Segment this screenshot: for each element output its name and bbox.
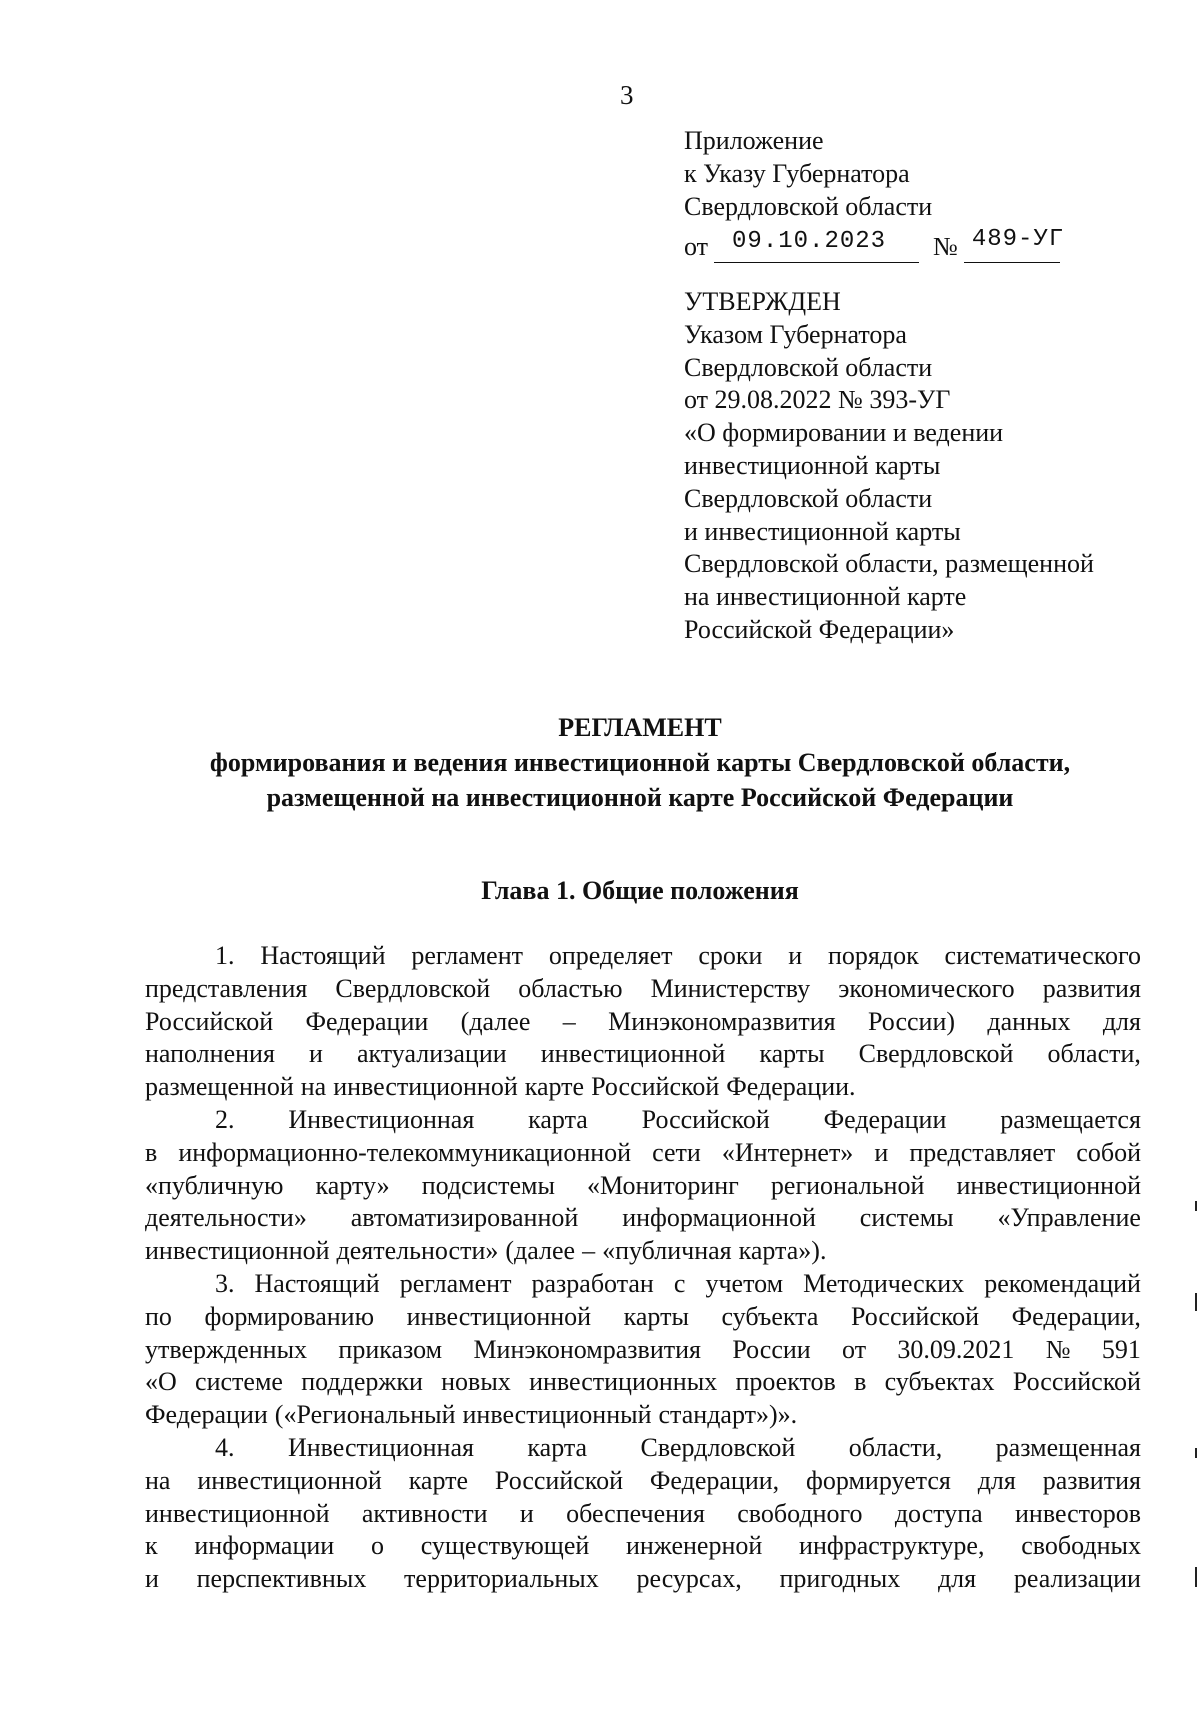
body-word: ресурсах,	[636, 1564, 742, 1594]
body-word: региональной	[770, 1170, 925, 1200]
body-word: Свердловской	[335, 973, 491, 1003]
body-word: Методических	[803, 1268, 965, 1298]
number-blank	[964, 226, 1065, 263]
body-word: размещенной	[145, 1072, 294, 1102]
body-word: перспективных	[196, 1564, 367, 1594]
body-word: Настоящий	[254, 1268, 380, 1298]
approval-block	[684, 286, 1094, 647]
body-word: от	[842, 1334, 867, 1364]
body-word: России)	[867, 1006, 956, 1036]
body-word: Инвестиционная	[288, 1104, 475, 1134]
body-word: собой	[1076, 1137, 1141, 1167]
body-word: в	[854, 1367, 867, 1397]
body-word: реализации	[1013, 1564, 1141, 1594]
decree-date-line	[684, 223, 1065, 263]
approval-line: инвестиционной карты	[684, 450, 941, 480]
body-word: инвестиционной	[333, 1072, 518, 1102]
body-line	[145, 1399, 1141, 1432]
body-word: 3.	[215, 1268, 235, 1298]
body-word: порядок	[827, 941, 919, 970]
body-word: №	[1045, 1334, 1071, 1364]
body-word: инвестиционной	[145, 1236, 330, 1266]
body-text	[145, 940, 1141, 1596]
chapter-heading: Глава 1. Общие положения	[481, 876, 799, 905]
body-word: о	[370, 1531, 384, 1561]
body-line	[145, 1465, 1141, 1498]
body-word: данных	[987, 1006, 1071, 1036]
body-word: Российской	[145, 1006, 274, 1036]
body-word: 30.09.2021	[897, 1334, 1015, 1364]
body-word: «О	[145, 1367, 177, 1397]
body-word: экономического	[838, 973, 1015, 1003]
body-word: для	[1102, 1006, 1141, 1036]
body-line	[145, 1498, 1141, 1531]
body-word: новых	[441, 1367, 511, 1397]
body-line	[145, 1137, 1141, 1170]
body-word: развития	[1042, 1465, 1141, 1495]
body-word: размещенная	[995, 1432, 1141, 1462]
body-word: карте	[408, 1465, 469, 1495]
body-word: сети	[652, 1137, 701, 1167]
body-word: Российской	[591, 1072, 720, 1102]
body-word: регламент	[399, 1268, 512, 1298]
body-word: существующей	[420, 1531, 590, 1561]
body-word: карте	[524, 1072, 585, 1102]
body-word: Российской	[641, 1104, 770, 1134]
body-word: по	[145, 1301, 172, 1331]
body-word: актуализации	[356, 1039, 507, 1069]
scan-margin-mark	[1195, 1567, 1197, 1587]
body-line	[145, 940, 1141, 973]
body-word: регламент	[411, 941, 523, 970]
body-word: Федерации.	[726, 1072, 856, 1102]
body-word: Федерации	[305, 1006, 429, 1036]
body-word: автоматизированной	[350, 1203, 579, 1233]
approval-line: и инвестиционной карты	[684, 516, 961, 546]
body-word: сроки	[698, 941, 763, 970]
body-word: Федерации	[823, 1104, 947, 1134]
body-word: субъекта	[721, 1301, 819, 1331]
body-line	[145, 1104, 1141, 1137]
body-line	[145, 1071, 1141, 1104]
body-word: и	[519, 1498, 534, 1528]
body-word: –	[582, 1236, 596, 1266]
body-word: и	[145, 1564, 159, 1594]
body-word: инвестиционной	[406, 1301, 592, 1331]
body-word: на	[145, 1465, 171, 1495]
body-word: деятельности»	[336, 1236, 499, 1266]
approval-line: на инвестиционной карте	[684, 582, 967, 612]
body-word: инженерной	[626, 1531, 763, 1561]
body-word: систематического	[944, 941, 1141, 970]
body-word: –	[562, 1006, 576, 1036]
body-word: Минэкономразвития	[473, 1334, 701, 1364]
body-word: информационной	[622, 1203, 816, 1233]
body-word: формированию	[204, 1301, 375, 1331]
body-word: размещается	[1000, 1104, 1141, 1134]
body-word: «Интернет»	[721, 1137, 854, 1167]
body-line	[145, 1006, 1141, 1039]
scan-margin-mark	[1195, 1448, 1197, 1458]
body-line	[145, 1268, 1141, 1301]
body-word: 2.	[215, 1104, 235, 1134]
body-line	[145, 1235, 1141, 1268]
body-word: области,	[848, 1432, 943, 1462]
body-word: инвестиционной	[540, 1039, 726, 1069]
body-line	[145, 1366, 1141, 1399]
body-line	[145, 1334, 1141, 1367]
page-number: 3	[620, 80, 634, 110]
body-word: карта»).	[738, 1236, 827, 1266]
body-word: утвержденных	[145, 1334, 308, 1364]
body-word: разработан	[531, 1268, 654, 1298]
body-word: инвестиционной	[197, 1465, 382, 1495]
body-word: («Региональный	[274, 1400, 456, 1430]
body-word: Свердловской	[640, 1432, 796, 1462]
body-word: инвестиционный	[462, 1400, 652, 1430]
body-word: учетом	[705, 1268, 784, 1298]
body-word: Российской	[1012, 1367, 1141, 1397]
body-word: области,	[1047, 1039, 1141, 1069]
body-line	[145, 1301, 1141, 1334]
number-label: №	[933, 232, 958, 261]
title-heading: РЕГЛАМЕНТ	[558, 713, 722, 742]
body-word: активности	[361, 1498, 488, 1528]
body-word: обеспечения	[566, 1498, 705, 1528]
body-word: 4.	[215, 1432, 235, 1462]
body-word: Министерству	[650, 973, 811, 1003]
scan-margin-mark	[1195, 1293, 1197, 1311]
approval-line: Российской Федерации»	[684, 614, 955, 644]
body-word: Федерации	[145, 1400, 268, 1430]
body-line	[145, 1170, 1141, 1203]
appendix-line: к Указу Губернатора	[684, 159, 910, 188]
body-line	[145, 1202, 1141, 1235]
body-word: проектов	[735, 1367, 836, 1397]
body-word: субъектах	[884, 1367, 995, 1397]
approval-line: Свердловской области	[684, 483, 933, 513]
body-word: стандарт»)».	[658, 1400, 798, 1430]
body-word: для	[977, 1465, 1016, 1495]
body-line	[145, 1530, 1141, 1563]
body-word: системы	[859, 1203, 954, 1233]
body-word: Российской	[850, 1301, 980, 1331]
decree-number: 489-УГ	[971, 226, 1065, 253]
body-word: представления	[145, 973, 308, 1003]
body-word: информации	[194, 1531, 335, 1561]
appendix-block	[684, 124, 1065, 263]
body-word: 1.	[215, 941, 235, 970]
body-word: формируется	[806, 1465, 951, 1495]
body-word: областью	[518, 973, 623, 1003]
date-blank	[714, 228, 919, 263]
body-word: инвестиционной	[956, 1170, 1141, 1200]
body-word: Российской	[494, 1465, 624, 1495]
body-word: на	[300, 1072, 327, 1102]
body-word: определяет	[548, 941, 673, 970]
body-word: Настоящий	[260, 941, 386, 970]
body-word: развития	[1042, 973, 1141, 1003]
approval-line: от 29.08.2022 № 393-УГ	[684, 385, 951, 415]
body-word: «публичная	[602, 1236, 732, 1266]
body-line	[145, 1038, 1141, 1071]
body-word: подсистемы	[421, 1170, 555, 1200]
body-word: инвестиционной	[145, 1498, 330, 1528]
body-word: наполнения	[145, 1039, 275, 1069]
approval-line: «О формировании и ведении	[684, 418, 1004, 448]
body-word: и	[874, 1137, 889, 1167]
body-word: рекомендаций	[984, 1268, 1141, 1298]
body-word: и	[788, 941, 803, 970]
body-word: пригодных	[779, 1564, 901, 1594]
body-word: карта	[527, 1432, 588, 1462]
body-word: представляет	[909, 1137, 1056, 1167]
body-word: карту»	[315, 1170, 390, 1200]
body-word: «Мониторинг	[587, 1170, 739, 1200]
scan-margin-mark	[1195, 1201, 1197, 1211]
body-word: информационно-телекоммуникационной	[178, 1137, 632, 1167]
body-word: в	[145, 1137, 158, 1167]
body-word: деятельности»	[145, 1203, 307, 1233]
body-word: (далее	[505, 1236, 576, 1266]
body-word: системе	[195, 1367, 283, 1397]
body-word: с	[673, 1268, 686, 1298]
body-word: России	[732, 1334, 811, 1364]
body-word: «публичную	[145, 1170, 284, 1200]
body-word: свободных	[1021, 1531, 1141, 1561]
body-word: поддержки	[301, 1367, 423, 1397]
approval-line: Свердловской области, размещенной	[684, 549, 1094, 579]
date-prefix: от	[684, 232, 709, 261]
body-word: Федерации,	[1011, 1301, 1141, 1331]
title-line: размещенной на инвестиционной карте Российской Федерации	[266, 783, 1014, 812]
body-word: Инвестиционная	[287, 1432, 474, 1462]
body-word: для	[937, 1564, 977, 1594]
body-word: доступа	[894, 1498, 983, 1528]
body-word: Свердловской	[858, 1039, 1014, 1069]
body-word: «Управление	[997, 1203, 1141, 1233]
body-line	[145, 973, 1141, 1006]
body-word: (далее	[460, 1006, 531, 1036]
approval-line: Указом Губернатора	[684, 319, 907, 349]
body-word: Минэкономразвития	[608, 1006, 836, 1036]
body-line	[145, 1432, 1141, 1465]
body-word: и	[308, 1039, 323, 1069]
decree-date: 09.10.2023	[732, 228, 887, 255]
body-word: свободного	[737, 1498, 863, 1528]
body-word: к	[145, 1531, 158, 1561]
approval-line: Свердловской области	[684, 352, 933, 382]
document-title	[0, 710, 1200, 815]
body-word: приказом	[338, 1334, 443, 1364]
body-word: карта	[528, 1104, 588, 1134]
body-word: территориальных	[404, 1564, 599, 1594]
approval-line: УТВЕРЖДЕН	[684, 287, 841, 316]
appendix-line: Свердловской области	[684, 192, 933, 221]
body-word: инфраструктуре,	[799, 1531, 985, 1561]
body-word: карты	[759, 1039, 825, 1069]
body-word: Федерации,	[649, 1465, 780, 1495]
appendix-line: Приложение	[684, 126, 824, 155]
body-line	[145, 1563, 1141, 1596]
body-word: инвесторов	[1015, 1498, 1141, 1528]
title-line: формирования и ведения инвестиционной карты Свердловской области,	[209, 748, 1071, 777]
body-word: 591	[1101, 1334, 1141, 1364]
body-word: карты	[623, 1301, 689, 1331]
body-word: инвестиционных	[529, 1367, 718, 1397]
